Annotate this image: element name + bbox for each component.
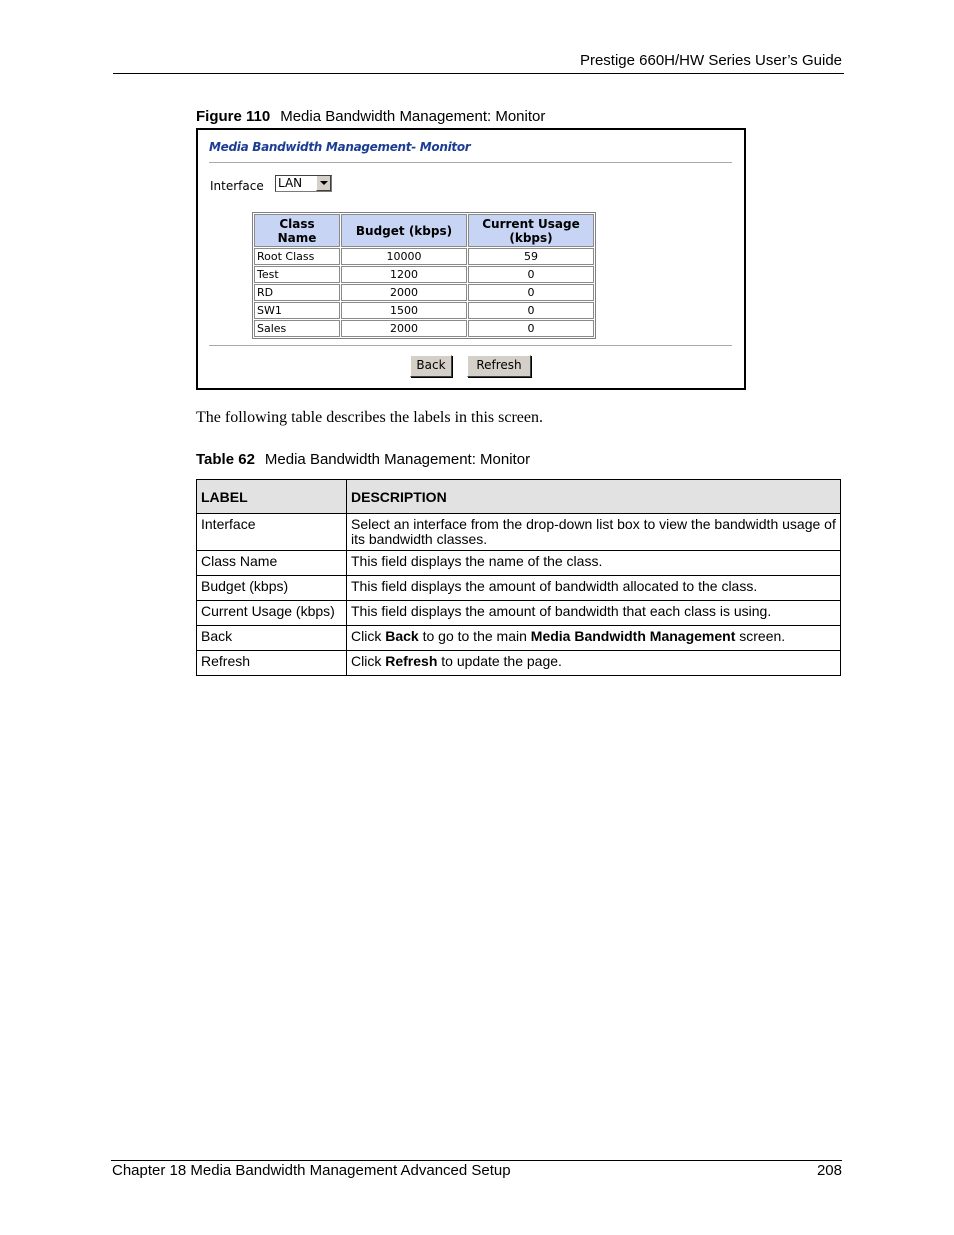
table-row (197, 551, 841, 576)
figure-label: Figure 110 (196, 108, 271, 125)
table-label: Table 62 (196, 451, 255, 468)
class-usage-table (252, 212, 596, 339)
page-number: 208 (816, 1162, 842, 1179)
chevron-down-icon[interactable] (316, 176, 331, 191)
description-cell: This field displays the amount of bandwidth allocated to the class. (347, 576, 841, 601)
column-header-current-usage: Current Usage (kbps) (468, 214, 594, 247)
class-name-cell: Sales (254, 320, 340, 337)
class-name-cell: SW1 (254, 302, 340, 319)
table-row (254, 248, 594, 265)
budget-cell: 1500 (341, 302, 467, 319)
budget-cell: 2000 (341, 320, 467, 337)
label-cell: Budget (kbps) (197, 576, 347, 601)
usage-cell: 0 (468, 266, 594, 283)
usage-cell: 59 (468, 248, 594, 265)
column-header-label: LABEL (197, 480, 347, 514)
usage-cell: 0 (468, 284, 594, 301)
usage-cell: 0 (468, 320, 594, 337)
table-row (254, 302, 594, 319)
table-row (254, 284, 594, 301)
label-cell: Current Usage (kbps) (197, 601, 347, 626)
table-row (197, 651, 841, 676)
bold-term: Back (385, 628, 419, 644)
budget-cell: 2000 (341, 284, 467, 301)
table-row (197, 601, 841, 626)
footer-rule (111, 1160, 842, 1161)
label-cell: Interface (197, 514, 347, 551)
description-cell: Select an interface from the drop-down list box to view the bandwidth usage of its bandwidth classes. (347, 514, 841, 551)
interface-select-value: LAN (278, 176, 303, 190)
description-cell: Click Refresh to update the page. (347, 651, 841, 676)
figure-caption (196, 108, 545, 125)
back-button[interactable]: Back (410, 355, 452, 377)
class-name-cell: RD (254, 284, 340, 301)
usage-cell: 0 (468, 302, 594, 319)
title-divider (209, 162, 732, 164)
intro-paragraph: The following table describes the labels in this screen. (196, 409, 544, 426)
table-row (254, 266, 594, 283)
screenshot-frame (196, 128, 746, 390)
label-cell: Back (197, 626, 347, 651)
header-rule (113, 73, 844, 74)
button-divider (209, 345, 732, 347)
class-name-cell: Test (254, 266, 340, 283)
bold-term: Refresh (385, 653, 438, 669)
description-cell: Click Back to go to the main Media Bandwidth Management screen. (347, 626, 841, 651)
budget-cell: 1200 (341, 266, 467, 283)
interface-label: Interface (210, 179, 264, 193)
description-cell: This field displays the amount of bandwidth that each class is using. (347, 601, 841, 626)
label-description-table (196, 479, 841, 676)
budget-cell: 10000 (341, 248, 467, 265)
bold-term: Media Bandwidth Management (530, 628, 736, 644)
label-cell: Class Name (197, 551, 347, 576)
chapter-title: Chapter 18 Media Bandwidth Management Advanced Setup (112, 1162, 511, 1179)
refresh-button[interactable]: Refresh (467, 355, 531, 377)
running-header: Prestige 660H/HW Series User’s Guide (579, 52, 842, 69)
column-header-description: DESCRIPTION (347, 480, 841, 514)
table-caption (196, 451, 530, 468)
table-row (197, 576, 841, 601)
figure-caption-text: Media Bandwidth Management: Monitor (280, 108, 546, 125)
class-name-cell: Root Class (254, 248, 340, 265)
label-cell: Refresh (197, 651, 347, 676)
column-header-budget: Budget (kbps) (341, 214, 467, 247)
screen-title: Media Bandwidth Management- Monitor (209, 140, 471, 154)
interface-select[interactable] (275, 175, 332, 192)
column-header-class-name: Class Name (254, 214, 340, 247)
table-row (197, 514, 841, 551)
table-caption-text: Media Bandwidth Management: Monitor (264, 451, 531, 468)
table-row (254, 320, 594, 337)
description-cell: This field displays the name of the class. (347, 551, 841, 576)
table-row (197, 626, 841, 651)
